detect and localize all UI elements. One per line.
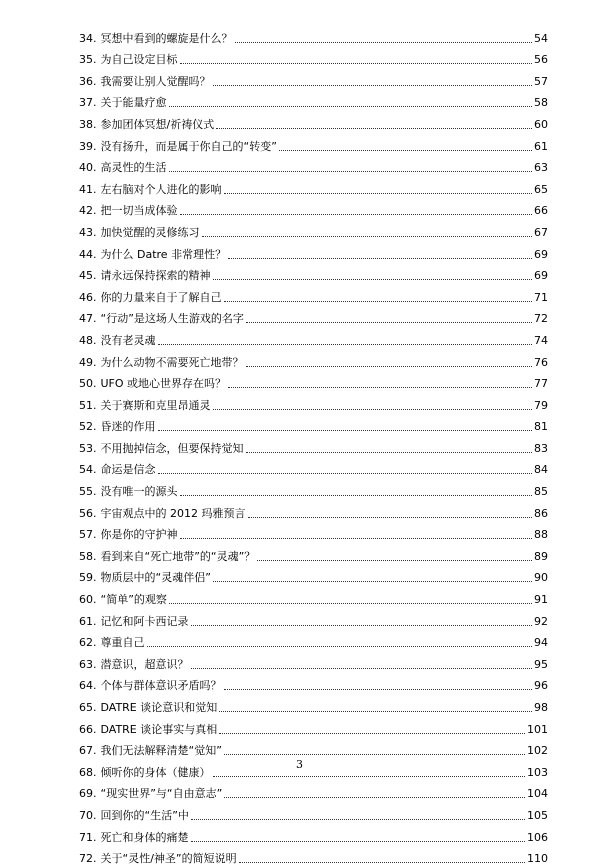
toc-entry-page: 89 <box>534 549 548 563</box>
toc-entry-page: 96 <box>534 679 548 693</box>
dot-leader <box>158 430 533 431</box>
toc-entry-title: 我需要让别人觉醒吗？ <box>100 74 211 88</box>
dot-leader <box>213 581 532 582</box>
dot-leader <box>216 128 532 129</box>
toc-entry-page: 69 <box>534 269 548 283</box>
toc-entry-number: 55. <box>79 485 97 499</box>
toc-entry-page: 85 <box>534 485 548 499</box>
toc-entry-page: 66 <box>534 204 548 218</box>
toc-entry-page: 98 <box>534 701 548 714</box>
toc-entry-title: 为什么 Datre 非常理性？ <box>100 247 227 261</box>
toc-entry-number: 66. <box>79 722 97 736</box>
toc-entry[interactable] <box>79 585 548 607</box>
dot-leader <box>180 63 533 64</box>
toc-entry[interactable] <box>79 607 548 629</box>
toc-entry-page: 92 <box>534 614 548 628</box>
toc-entry-page: 54 <box>534 31 548 45</box>
toc-entry-page: 106 <box>527 830 548 844</box>
toc-entry-number: 35. <box>79 53 97 67</box>
toc-entry-page: 67 <box>534 225 548 239</box>
dot-leader <box>213 279 533 280</box>
toc-entry-number: 54. <box>79 463 97 477</box>
toc-entry[interactable] <box>79 801 548 823</box>
toc-entry-page: 74 <box>534 333 548 347</box>
toc-entry-title: 我们无法解释清楚“觉知” <box>100 744 222 758</box>
toc-entry-number: 50. <box>79 377 97 391</box>
toc-entry-title: 为自己设定目标 <box>100 53 178 67</box>
toc-entry-page: 76 <box>534 355 548 369</box>
dot-leader <box>202 236 533 237</box>
toc-entry-title: 回到你的“生活”中 <box>100 808 189 822</box>
dot-leader <box>224 301 533 302</box>
dot-leader <box>228 258 532 259</box>
toc-entry-page: 77 <box>534 377 548 391</box>
toc-entry-page: 105 <box>527 808 548 822</box>
toc-entry[interactable] <box>79 629 548 651</box>
toc-entry[interactable] <box>79 154 548 176</box>
toc-entry-page: 90 <box>534 571 548 585</box>
toc-entry[interactable] <box>79 845 548 866</box>
dot-leader <box>224 689 533 690</box>
toc-entry-page: 69 <box>534 247 548 261</box>
toc-entry[interactable] <box>79 780 548 802</box>
toc-entry-number: 36. <box>79 74 97 88</box>
dot-leader <box>224 754 525 755</box>
toc-entry-number: 57. <box>79 528 97 542</box>
toc-entry-title: 倾听你的身体（健康） <box>100 765 211 779</box>
toc-entry-page: 110 <box>527 852 548 866</box>
toc-entry[interactable] <box>79 715 548 737</box>
toc-entry-title: 把一切当成体验 <box>100 204 178 218</box>
toc-entry-page: 91 <box>534 593 548 607</box>
toc-entry-title: 看到来自“死亡地带”的“灵魂”？ <box>100 549 256 563</box>
toc-entry[interactable] <box>79 564 548 586</box>
toc-entry[interactable] <box>79 175 548 197</box>
toc-entry-number: 46. <box>79 290 97 304</box>
toc-entry-title: 不用抛掉信念，但要保持觉知 <box>100 441 244 455</box>
toc-entry-number: 49. <box>79 355 97 369</box>
dot-leader <box>246 452 533 453</box>
toc-entry-title: 你是你的守护神 <box>100 528 178 542</box>
toc-entry-page: 71 <box>534 290 548 304</box>
toc-entry-number: 69. <box>79 787 97 801</box>
toc-entry-number: 62. <box>79 636 97 650</box>
dot-leader <box>246 366 533 367</box>
dot-leader <box>158 473 533 474</box>
dot-leader <box>219 711 532 712</box>
toc-entry-number: 56. <box>79 506 97 520</box>
toc-entry-title: 冥想中看到的螺旋是什么？ <box>100 31 233 45</box>
toc-entry-title: “行动”是这场人生游戏的名字 <box>100 312 244 326</box>
dot-leader <box>191 841 526 842</box>
toc-entry[interactable] <box>79 283 548 305</box>
dot-leader <box>235 42 533 43</box>
toc-entry[interactable] <box>79 672 548 694</box>
toc-entry-title: DATRE 谈论事实与真相 <box>100 722 218 736</box>
toc-entry-title: 高灵性的生活 <box>100 161 167 175</box>
toc-entry-title: 你的力量来自于了解自己 <box>100 290 222 304</box>
toc-entry-title: 没有老灵魂 <box>100 333 156 347</box>
toc-entry-title: 关于赛斯和克里昂通灵 <box>100 398 211 412</box>
toc-entry[interactable] <box>79 89 548 111</box>
toc-entry-number: 40. <box>79 161 97 175</box>
toc-entry-page: 94 <box>534 636 548 650</box>
toc-entry-title: “简单”的观察 <box>100 593 167 607</box>
dot-leader <box>219 733 525 734</box>
dot-leader <box>180 538 533 539</box>
toc-entry-number: 38. <box>79 117 97 131</box>
toc-entry[interactable] <box>79 46 548 68</box>
dot-leader <box>246 322 532 323</box>
toc-entry[interactable] <box>79 823 548 845</box>
toc-entry[interactable] <box>79 197 548 219</box>
toc-entry-number: 34. <box>79 31 97 45</box>
toc-entry-number: 44. <box>79 247 97 261</box>
toc-entry-title: UFO 或地心世界存在吗？ <box>100 377 227 391</box>
toc-entry-number: 45. <box>79 269 97 283</box>
page-number: 3 <box>296 758 303 771</box>
toc-entry[interactable] <box>79 132 548 154</box>
toc-entry-title: DATRE 谈论意识和觉知 <box>100 701 218 714</box>
toc-entry-number: 65. <box>79 701 97 714</box>
toc-entry-title: 请永远保持探索的精神 <box>100 269 211 283</box>
dot-leader <box>239 862 525 863</box>
toc-entry-number: 71. <box>79 830 97 844</box>
toc-entry-title: 昏迷的作用 <box>100 420 156 434</box>
toc-entry-title: 为什么动物不需要死亡地带？ <box>100 355 244 369</box>
toc-entry[interactable] <box>79 499 548 521</box>
toc-entry[interactable] <box>79 24 548 46</box>
toc-entry[interactable] <box>79 218 548 240</box>
toc-entry-number: 64. <box>79 679 97 693</box>
toc-entry-number: 52. <box>79 420 97 434</box>
toc-entry-page: 63 <box>534 161 548 175</box>
toc-entry-title: 物质层中的“灵魂伴侣” <box>100 571 211 585</box>
toc-entry-number: 58. <box>79 549 97 563</box>
toc-entry-number: 37. <box>79 96 97 110</box>
toc-entry-page: 102 <box>527 744 548 758</box>
dot-leader <box>191 819 525 820</box>
dot-leader <box>213 409 533 410</box>
dot-leader <box>180 214 533 215</box>
dot-leader <box>248 517 533 518</box>
toc-entry[interactable] <box>79 413 548 435</box>
toc-entry-page: 60 <box>534 117 548 131</box>
toc-entry-number: 72. <box>79 852 97 866</box>
dot-leader <box>224 797 525 798</box>
table-of-contents <box>79 24 548 866</box>
toc-entry[interactable] <box>79 262 548 284</box>
toc-entry-number: 47. <box>79 312 97 326</box>
dot-leader <box>169 603 532 604</box>
toc-entry-number: 43. <box>79 225 97 239</box>
toc-entry-number: 63. <box>79 657 97 671</box>
toc-entry-page: 103 <box>527 765 548 779</box>
toc-entry-page: 57 <box>534 74 548 88</box>
toc-entry-page: 104 <box>527 787 548 801</box>
toc-entry-title: 个体与群体意识矛盾吗？ <box>100 679 222 693</box>
toc-entry-number: 59. <box>79 571 97 585</box>
dot-leader <box>191 625 533 626</box>
dot-leader <box>213 776 526 777</box>
toc-entry-page: 86 <box>534 506 548 520</box>
toc-entry-page: 65 <box>534 182 548 196</box>
toc-entry-title: 尊重自己 <box>100 636 145 650</box>
toc-entry[interactable] <box>79 542 548 564</box>
toc-entry-page: 56 <box>534 53 548 67</box>
toc-entry-page: 79 <box>534 398 548 412</box>
toc-entry[interactable] <box>79 477 548 499</box>
dot-leader <box>257 560 532 561</box>
toc-entry-title: 宇宙观点中的 2012 玛雅预言 <box>100 506 246 520</box>
toc-entry-title: 左右脑对个人进化的影响 <box>100 182 222 196</box>
toc-entry-number: 60. <box>79 593 97 607</box>
toc-entry[interactable] <box>79 693 548 715</box>
toc-entry-page: 61 <box>534 139 548 153</box>
toc-entry-number: 70. <box>79 808 97 822</box>
toc-entry-title: 命运是信念 <box>100 463 156 477</box>
dot-leader <box>224 193 533 194</box>
toc-entry-number: 39. <box>79 139 97 153</box>
toc-entry-page: 83 <box>534 441 548 455</box>
toc-entry-page: 84 <box>534 463 548 477</box>
dot-leader <box>228 387 532 388</box>
toc-entry-number: 51. <box>79 398 97 412</box>
toc-entry-page: 88 <box>534 528 548 542</box>
toc-entry-title: 加快觉醒的灵修练习 <box>100 225 200 239</box>
toc-entry-title: 记忆和阿卡西记录 <box>100 614 189 628</box>
dot-leader <box>213 85 533 86</box>
toc-entry[interactable] <box>79 737 548 759</box>
toc-entry-number: 41. <box>79 182 97 196</box>
toc-entry-title: 死亡和身体的痛楚 <box>100 830 189 844</box>
toc-entry[interactable] <box>79 67 548 89</box>
toc-entry-page: 95 <box>534 657 548 671</box>
toc-entry[interactable] <box>79 240 548 262</box>
toc-entry-page: 81 <box>534 420 548 434</box>
toc-entry[interactable] <box>79 348 548 370</box>
toc-entry-page: 101 <box>527 722 548 736</box>
toc-entry-title: 关于能量疗愈 <box>100 96 167 110</box>
dot-leader <box>169 106 533 107</box>
dot-leader <box>191 668 533 669</box>
toc-entry-number: 68. <box>79 765 97 779</box>
toc-entry[interactable] <box>79 521 548 543</box>
toc-entry-number: 61. <box>79 614 97 628</box>
toc-entry-title: 潜意识，超意识？ <box>100 657 189 671</box>
toc-entry[interactable] <box>79 456 548 478</box>
toc-entry[interactable] <box>79 110 548 132</box>
toc-entry-page: 72 <box>534 312 548 326</box>
dot-leader <box>279 150 532 151</box>
toc-entry-number: 53. <box>79 441 97 455</box>
dot-leader <box>158 344 533 345</box>
toc-entry-page: 58 <box>534 96 548 110</box>
toc-entry-title: “现实世界”与“自由意志” <box>100 787 223 801</box>
dot-leader <box>169 171 533 172</box>
toc-entry[interactable] <box>79 434 548 456</box>
toc-entry-title: 没有唯一的源头 <box>100 485 178 499</box>
toc-entry-title: 没有扬升，而是属于你自己的“转变” <box>100 139 277 153</box>
dot-leader <box>147 646 533 647</box>
toc-entry-number: 42. <box>79 204 97 218</box>
toc-entry-title: 参加团体冥想/祈祷仪式 <box>100 117 215 131</box>
toc-entry[interactable] <box>79 650 548 672</box>
toc-entry-number: 48. <box>79 333 97 347</box>
dot-leader <box>180 495 533 496</box>
toc-entry[interactable] <box>79 370 548 392</box>
toc-entry-title: 关于“灵性/神圣”的简短说明 <box>100 852 237 866</box>
toc-entry-number: 67. <box>79 744 97 758</box>
toc-entry[interactable] <box>79 305 548 327</box>
toc-entry[interactable] <box>79 326 548 348</box>
toc-entry[interactable] <box>79 391 548 413</box>
